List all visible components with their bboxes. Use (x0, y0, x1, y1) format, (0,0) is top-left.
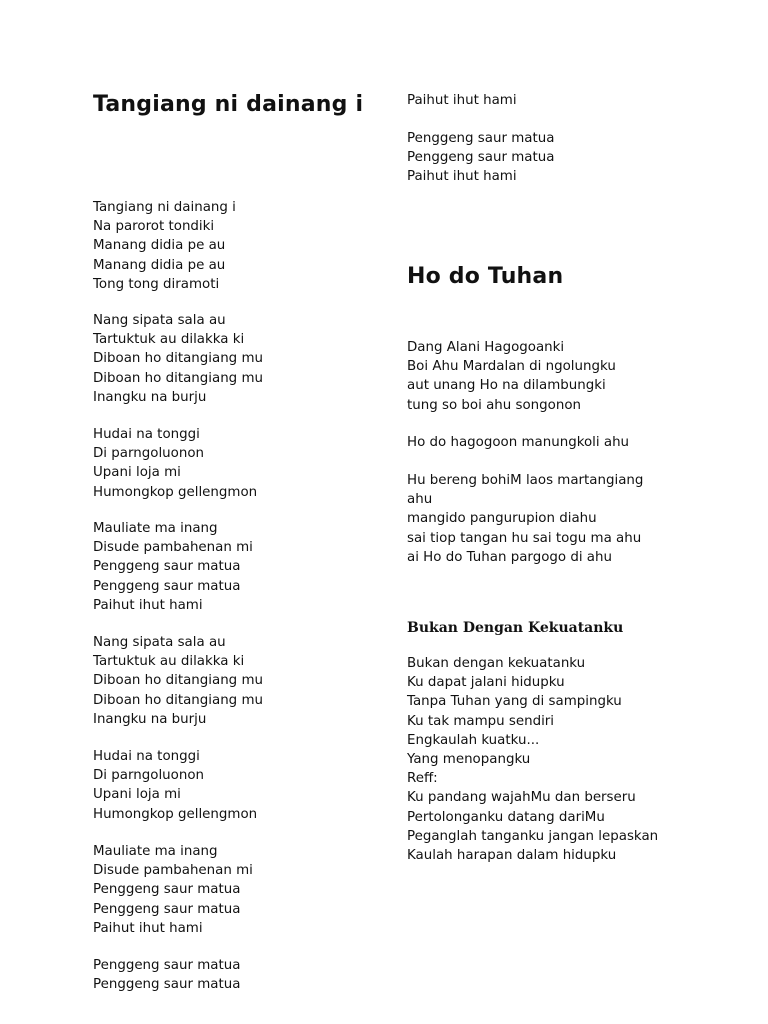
stanza (93, 633, 263, 729)
song-title-bukan-dengan-kekuatanku: Bukan Dengan Kekuatanku (407, 620, 624, 636)
lyric-line: Penggeng saur matua (93, 958, 241, 973)
lyric-line: Manang didia pe au (93, 238, 226, 254)
stanza (407, 471, 643, 567)
lyric-line: Dang Alani Hagogoanki (407, 340, 565, 355)
lyric-line: Manang didia pe au (93, 257, 226, 273)
stanza (93, 311, 263, 407)
stanza (93, 956, 240, 994)
lyric-line: Nang sipata sala au (93, 635, 226, 650)
lyric-line: Diboan ho ditangiang mu (93, 673, 263, 689)
lyric-line: Tangiang ni dainang i (93, 200, 236, 215)
lyric-line: Engkaulah kuatku... (407, 732, 540, 748)
lyric-line: Reff: (407, 771, 438, 787)
lyric-line: Hudai na tonggi (93, 427, 200, 442)
lyric-line: Penggeng saur matua (93, 559, 241, 575)
lyric-line: Na parorot tondiki (93, 219, 215, 235)
stanza (93, 425, 257, 502)
lyric-line: Nang sipata sala au (93, 313, 226, 328)
lyric-line: Di parngoluonon (93, 446, 205, 462)
lyric-line: Upani loja mi (93, 787, 181, 803)
lyric-line: mangido pangurupion diahu (407, 511, 597, 527)
lyric-line: Paihut ihut hami (407, 169, 517, 185)
stanza (93, 198, 236, 294)
song-title-ho-do-tuhan: Ho do Tuhan (407, 264, 564, 289)
stanza (407, 129, 554, 187)
lyric-line: Penggeng saur matua (93, 977, 241, 993)
lyric-line: aut unang Ho na dilambungki (407, 378, 606, 394)
lyric-line: Diboan ho ditangiang mu (93, 370, 263, 386)
lyric-line: Peganglah tanganku jangan lepaskan (407, 828, 659, 844)
lyric-line: sai tiop tangan hu sai togu ma ahu (407, 530, 642, 546)
lyric-line: Penggeng saur matua (93, 578, 241, 594)
lyric-line: Inangku na burju (93, 711, 207, 727)
lyric-line: Tanpa Tuhan yang di sampingku (407, 694, 622, 710)
lyric-line: Penggeng saur matua (407, 150, 555, 166)
lyric-line: Humongkop gellengmon (93, 806, 258, 822)
lyric-line: Boi Ahu Mardalan di ngolungku (407, 359, 616, 375)
stanza (407, 433, 629, 452)
lyric-line: Humongkop gellengmon (93, 484, 258, 500)
lyric-line: Ku tak mampu sendiri (407, 713, 555, 729)
stanza (93, 519, 253, 615)
lyric-line: Kaulah harapan dalam hidupku (407, 848, 617, 864)
lyric-line: Tartuktuk au dilakka ki (93, 654, 245, 670)
lyric-line: Paihut ihut hami (93, 597, 203, 613)
lyric-line: Bukan dengan kekuatanku (407, 656, 586, 671)
lyric-line: Paihut ihut hami (407, 93, 517, 108)
song-title-tangiang: Tangiang ni dainang i (93, 92, 364, 117)
lyric-line: Yang menopangku (407, 752, 531, 768)
lyric-line: Penggeng saur matua (407, 131, 555, 146)
lyric-line: Diboan ho ditangiang mu (93, 692, 263, 708)
lyric-line: ahu (407, 492, 433, 508)
lyric-line: Pertolonganku datang dariMu (407, 809, 605, 825)
lyric-line: Ku pandang wajahMu dan berseru (407, 790, 636, 806)
lyric-line: Hudai na tonggi (93, 749, 200, 764)
lyric-line: Ho do hagogoon manungkoli ahu (407, 435, 630, 450)
lyric-line: Disude pambahenan mi (93, 540, 253, 556)
lyric-line: Inangku na burju (93, 389, 207, 405)
lyric-line: Di parngoluonon (93, 768, 205, 784)
lyric-line: Paihut ihut hami (93, 920, 203, 936)
lyric-line: Penggeng saur matua (93, 901, 241, 917)
lyric-line: Tartuktuk au dilakka ki (93, 332, 245, 348)
lyric-line: Penggeng saur matua (93, 882, 241, 898)
lyric-line: tung so boi ahu songonon (407, 397, 582, 413)
lyric-line: Disude pambahenan mi (93, 863, 253, 879)
stanza (93, 747, 257, 824)
stanza (93, 842, 253, 938)
lyric-line: Mauliate ma inang (93, 521, 218, 536)
lyric-line: Mauliate ma inang (93, 844, 218, 859)
stanza (407, 91, 517, 110)
stanza (407, 338, 616, 415)
lyric-line: ai Ho do Tuhan pargogo di ahu (407, 549, 612, 565)
lyric-line: Hu bereng bohiM laos martangiang (407, 473, 644, 488)
lyric-line: Upani loja mi (93, 465, 181, 481)
lyric-line: Ku dapat jalani hidupku (407, 675, 565, 691)
stanza (407, 654, 658, 865)
lyric-line: Diboan ho ditangiang mu (93, 351, 263, 367)
lyric-line: Tong tong diramoti (93, 276, 220, 292)
